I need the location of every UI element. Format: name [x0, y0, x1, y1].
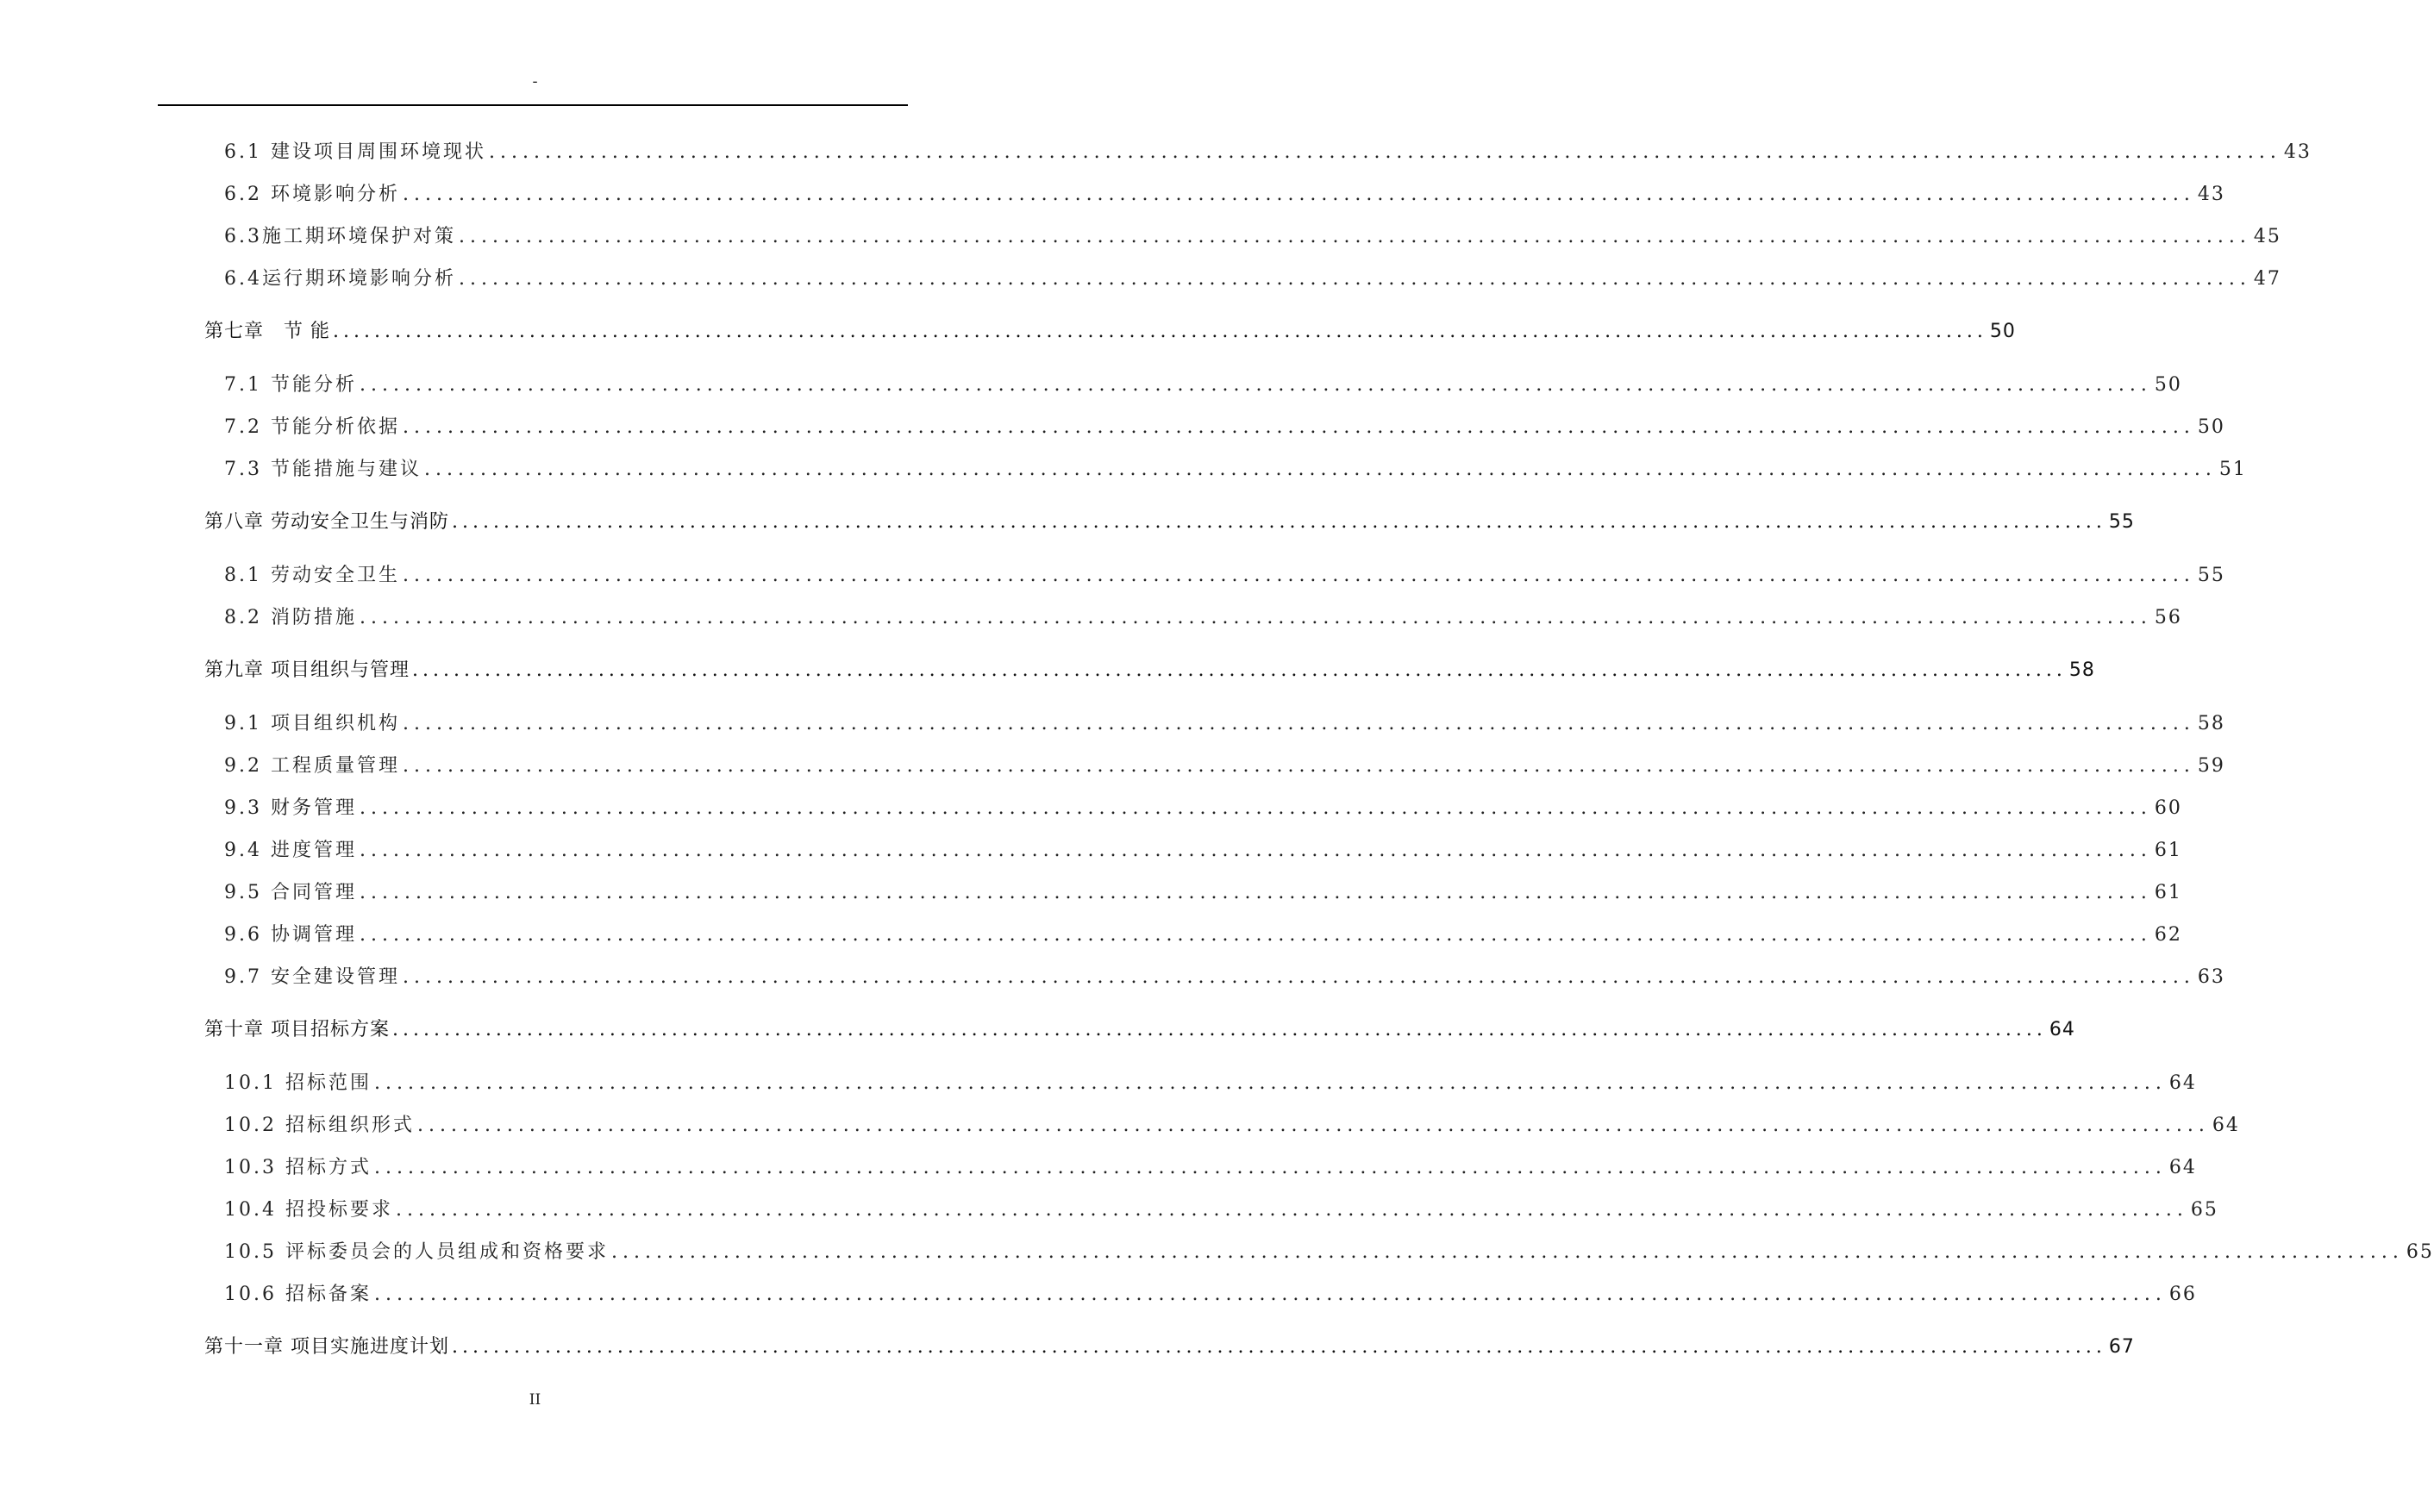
- dot-leader: ................................................................................................................................................................: [392, 1019, 2047, 1040]
- toc-entry-page-number: 60: [2154, 797, 2182, 819]
- dot-leader: ................................................................................................................................................................: [452, 1336, 2106, 1358]
- toc-entry-title: 8.2 消防措施: [224, 607, 357, 628]
- toc-section-entry[interactable]: [204, 829, 2182, 872]
- toc-entry-title: 6.4运行期环境影响分析: [224, 268, 456, 290]
- dot-leader: ................................................................................................................................................................: [402, 755, 2195, 777]
- toc-entry-page-number: 50: [1989, 321, 2016, 342]
- toc-entry-page-number: 50: [2197, 416, 2225, 438]
- dot-leader: ................................................................................................................................................................: [488, 141, 2281, 163]
- dot-leader: ................................................................................................................................................................: [402, 966, 2195, 988]
- toc-section-entry[interactable]: [204, 703, 2225, 745]
- toc-entry-title: 第八章 劳动安全卫生与消防: [204, 511, 449, 533]
- toc-entry-title: 7.1 节能分析: [224, 374, 357, 396]
- toc-entry-title: 8.1 劳动安全卫生: [224, 565, 400, 586]
- dot-leader: ................................................................................................................................................................: [359, 924, 2152, 946]
- toc-entry-page-number: 58: [2197, 713, 2225, 734]
- toc-section-entry[interactable]: [204, 131, 2312, 173]
- toc-entry-page-number: 47: [2253, 268, 2281, 290]
- dot-leader: ................................................................................................................................................................: [359, 607, 2152, 628]
- dot-leader: ................................................................................................................................................................: [359, 840, 2152, 861]
- toc-chapter-entry[interactable]: [204, 998, 2075, 1062]
- dot-leader: ................................................................................................................................................................: [610, 1241, 2404, 1263]
- toc-entry-title: 9.1 项目组织机构: [224, 713, 400, 734]
- toc-entry-page-number: 51: [2218, 459, 2247, 480]
- toc-entry-page-number: 63: [2197, 966, 2225, 988]
- toc-entry-title: 10.6 招标备案: [224, 1284, 372, 1305]
- toc-section-entry[interactable]: [204, 914, 2182, 956]
- dot-leader: ................................................................................................................................................................: [459, 268, 2251, 290]
- toc-entry-page-number: 58: [2068, 659, 2095, 681]
- toc-section-entry[interactable]: [204, 1231, 2434, 1273]
- toc-section-entry[interactable]: [204, 1104, 2240, 1146]
- dot-leader: ................................................................................................................................................................: [416, 1115, 2210, 1136]
- toc-section-entry[interactable]: [204, 173, 2225, 216]
- dot-leader: ................................................................................................................................................................: [412, 659, 2067, 681]
- dot-leader: ................................................................................................................................................................: [359, 882, 2152, 903]
- table-of-contents: [204, 131, 2434, 1379]
- toc-entry-page-number: 64: [2168, 1072, 2197, 1094]
- toc-entry-page-number: 61: [2154, 840, 2182, 861]
- toc-entry-title: 10.5 评标委员会的人员组成和资格要求: [224, 1241, 609, 1263]
- toc-chapter-entry[interactable]: [204, 639, 2095, 703]
- toc-section-entry[interactable]: [204, 745, 2225, 787]
- toc-entry-page-number: 55: [2197, 565, 2225, 586]
- dot-leader: ................................................................................................................................................................: [359, 797, 2152, 819]
- dot-leader: ................................................................................................................................................................: [373, 1072, 2167, 1094]
- dot-leader: ................................................................................................................................................................: [459, 226, 2251, 247]
- toc-entry-page-number: 43: [2283, 141, 2312, 163]
- dot-leader: ................................................................................................................................................................: [359, 374, 2152, 396]
- toc-entry-title: 第十章 项目招标方案: [204, 1019, 390, 1040]
- toc-entry-title: 6.3施工期环境保护对策: [224, 226, 456, 247]
- toc-entry-title: 9.2 工程质量管理: [224, 755, 400, 777]
- toc-entry-page-number: 59: [2197, 755, 2225, 777]
- toc-entry-title: 第十一章 项目实施进度计划: [204, 1336, 449, 1358]
- toc-entry-title: 7.3 节能措施与建议: [224, 459, 422, 480]
- toc-section-entry[interactable]: [204, 216, 2281, 258]
- toc-entry-page-number: 55: [2108, 511, 2135, 533]
- header-rule: [158, 104, 908, 106]
- toc-entry-title: 6.1 建设项目周围环境现状: [224, 141, 486, 163]
- toc-entry-title: 10.1 招标范围: [224, 1072, 372, 1094]
- dot-leader: ................................................................................................................................................................: [373, 1157, 2167, 1178]
- toc-entry-page-number: 64: [2049, 1019, 2075, 1040]
- toc-section-entry[interactable]: [204, 554, 2225, 597]
- toc-chapter-entry[interactable]: [204, 300, 2016, 364]
- toc-entry-page-number: 65: [2406, 1241, 2434, 1263]
- toc-section-entry[interactable]: [204, 448, 2247, 490]
- toc-entry-title: 9.3 财务管理: [224, 797, 357, 819]
- footer-page-number: II: [529, 1391, 541, 1409]
- dot-leader: ................................................................................................................................................................: [402, 184, 2195, 205]
- toc-section-entry[interactable]: [204, 872, 2182, 914]
- toc-section-entry[interactable]: [204, 1189, 2218, 1231]
- toc-entry-page-number: 50: [2154, 374, 2182, 396]
- toc-entry-page-number: 67: [2108, 1336, 2135, 1358]
- toc-entry-title: 第七章 节 能: [204, 321, 330, 342]
- toc-entry-title: 9.4 进度管理: [224, 840, 357, 861]
- toc-entry-title: 10.3 招标方式: [224, 1157, 372, 1178]
- dot-leader: ................................................................................................................................................................: [402, 416, 2195, 438]
- toc-entry-title: 9.6 协调管理: [224, 924, 357, 946]
- header-mark: -: [532, 72, 538, 91]
- dot-leader: ................................................................................................................................................................: [402, 713, 2195, 734]
- toc-entry-title: 10.2 招标组织形式: [224, 1115, 415, 1136]
- toc-chapter-entry[interactable]: [204, 1315, 2135, 1379]
- toc-entry-page-number: 45: [2253, 226, 2281, 247]
- toc-entry-page-number: 65: [2190, 1199, 2218, 1221]
- toc-entry-title: 第九章 项目组织与管理: [204, 659, 410, 681]
- dot-leader: ................................................................................................................................................................: [423, 459, 2217, 480]
- toc-entry-title: 10.4 招投标要求: [224, 1199, 393, 1221]
- toc-entry-title: 7.2 节能分析依据: [224, 416, 400, 438]
- toc-entry-title: 6.2 环境影响分析: [224, 184, 400, 205]
- toc-section-entry[interactable]: [204, 364, 2182, 406]
- dot-leader: ................................................................................................................................................................: [452, 511, 2106, 533]
- toc-entry-page-number: 61: [2154, 882, 2182, 903]
- toc-entry-page-number: 56: [2154, 607, 2182, 628]
- toc-entry-page-number: 43: [2197, 184, 2225, 205]
- toc-entry-page-number: 62: [2154, 924, 2182, 946]
- dot-leader: ................................................................................................................................................................: [333, 321, 1987, 342]
- toc-section-entry[interactable]: [204, 787, 2182, 829]
- toc-entry-page-number: 64: [2168, 1157, 2197, 1178]
- toc-section-entry[interactable]: [204, 1273, 2197, 1315]
- toc-entry-title: 9.5 合同管理: [224, 882, 357, 903]
- toc-section-entry[interactable]: [204, 406, 2225, 448]
- dot-leader: ................................................................................................................................................................: [395, 1199, 2188, 1221]
- toc-chapter-entry[interactable]: [204, 490, 2135, 554]
- toc-section-entry[interactable]: [204, 1062, 2197, 1104]
- toc-section-entry[interactable]: [204, 1146, 2197, 1189]
- toc-section-entry[interactable]: [204, 597, 2182, 639]
- toc-entry-page-number: 64: [2212, 1115, 2240, 1136]
- dot-leader: ................................................................................................................................................................: [402, 565, 2195, 586]
- toc-section-entry[interactable]: [204, 258, 2281, 300]
- toc-entry-title: 9.7 安全建设管理: [224, 966, 400, 988]
- toc-entry-page-number: 66: [2168, 1284, 2197, 1305]
- dot-leader: ................................................................................................................................................................: [373, 1284, 2167, 1305]
- toc-section-entry[interactable]: [204, 956, 2225, 998]
